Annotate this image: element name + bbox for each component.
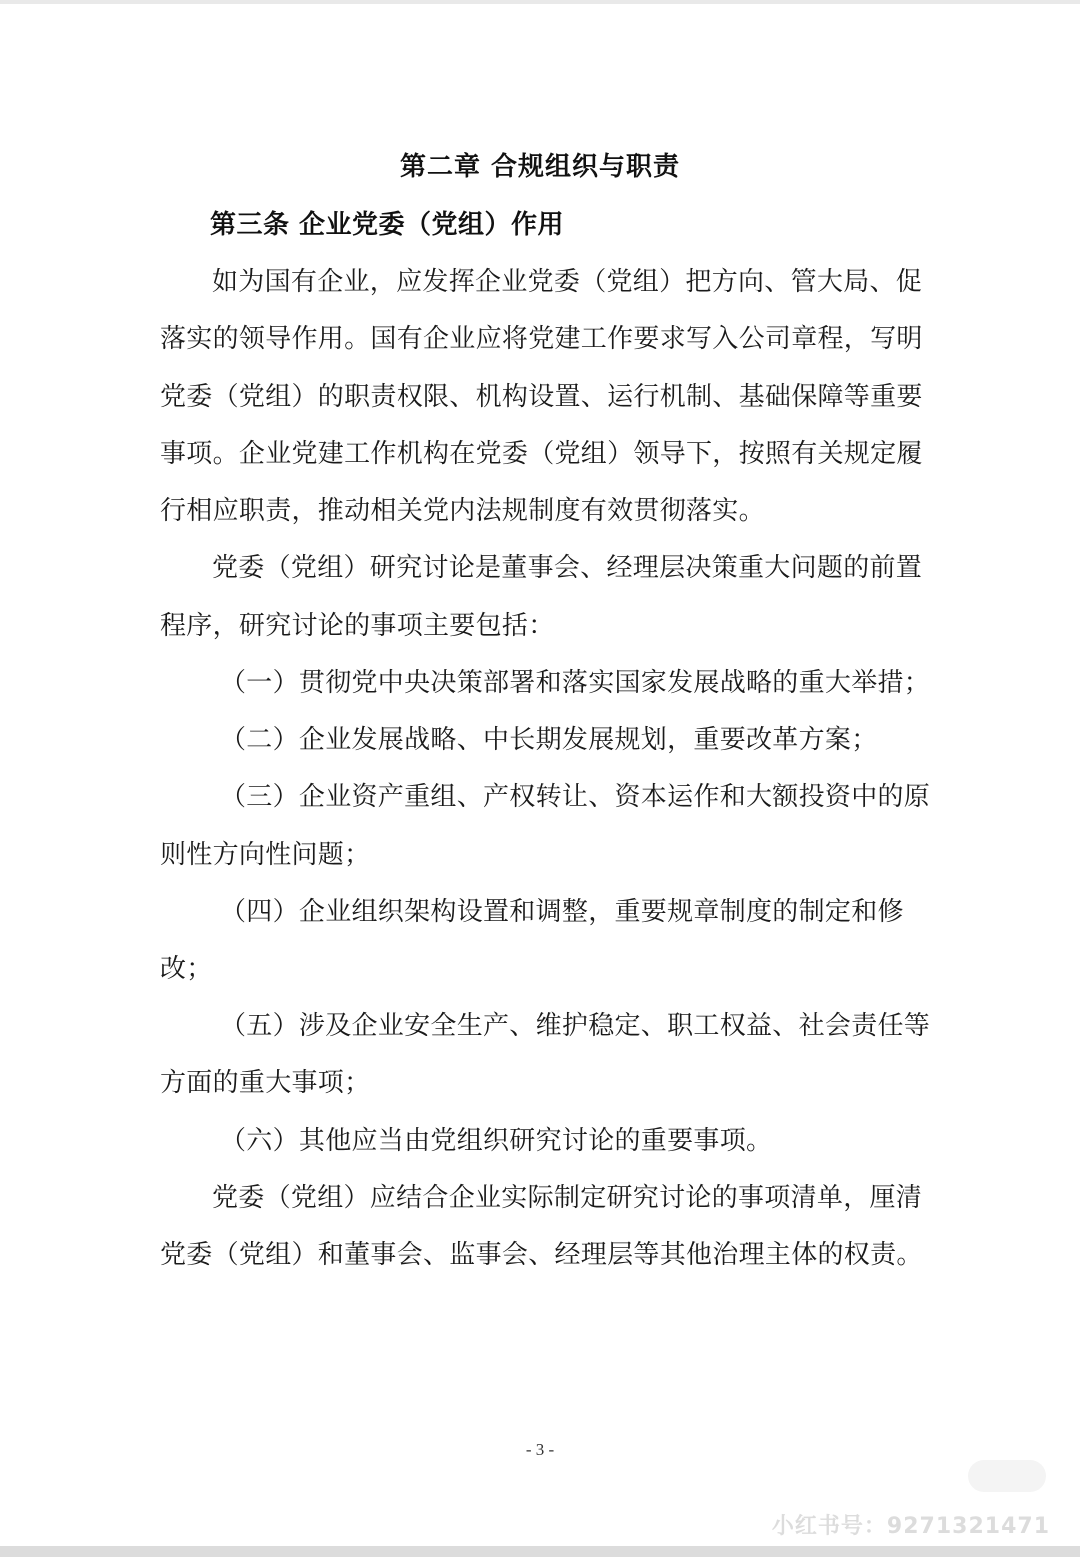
list-item: （三）企业资产重组、产权转让、资本运作和大额投资中的原 [220,782,931,812]
watermark-text: 小红书号：9271321471 [771,1514,1050,1539]
document-page [0,4,1080,1546]
list-item-continuation: 方面的重大事项； [160,1068,371,1098]
list-item: （五）涉及企业安全生产、维护稳定、职工权益、社会责任等 [220,1011,931,1041]
watermark-logo [968,1460,1046,1492]
paragraph-line: 事项。企业党建工作机构在党委（党组）领导下，按照有关规定履 [160,439,923,469]
chapter-title: 第二章 合规组织与职责 [399,152,681,182]
list-item-continuation: 则性方向性问题； [160,840,371,870]
paragraph-line: 落实的领导作用。国有企业应将党建工作要求写入公司章程，写明 [160,324,923,354]
paragraph-line: 行相应职责，推动相关党内法规制度有效贯彻落实。 [160,496,765,526]
page-number: - 3 - [525,1440,555,1459]
bottom-strip [0,1546,1080,1557]
list-item: （一）贯彻党中央决策部署和落实国家发展战略的重大举措； [220,668,931,698]
list-item: （二）企业发展战略、中长期发展规划，重要改革方案； [220,725,878,755]
list-item-continuation: 改； [160,954,213,984]
article-title: 第三条 企业党委（党组）作用 [210,210,565,240]
list-item: （六）其他应当由党组织研究讨论的重要事项。 [220,1126,773,1156]
paragraph-line: 党委（党组）研究讨论是董事会、经理层决策重大问题的前置 [212,553,923,583]
paragraph-line: 程序，研究讨论的事项主要包括： [160,611,555,641]
list-item: （四）企业组织架构设置和调整，重要规章制度的制定和修 [220,897,904,927]
paragraph-line: 党委（党组）应结合企业实际制定研究讨论的事项清单，厘清 [212,1183,923,1213]
paragraph-line: 如为国有企业，应发挥企业党委（党组）把方向、管大局、促 [212,267,923,297]
paragraph-line: 党委（党组）和董事会、监事会、经理层等其他治理主体的权责。 [160,1240,923,1270]
paragraph-line: 党委（党组）的职责权限、机构设置、运行机制、基础保障等重要 [160,382,923,412]
